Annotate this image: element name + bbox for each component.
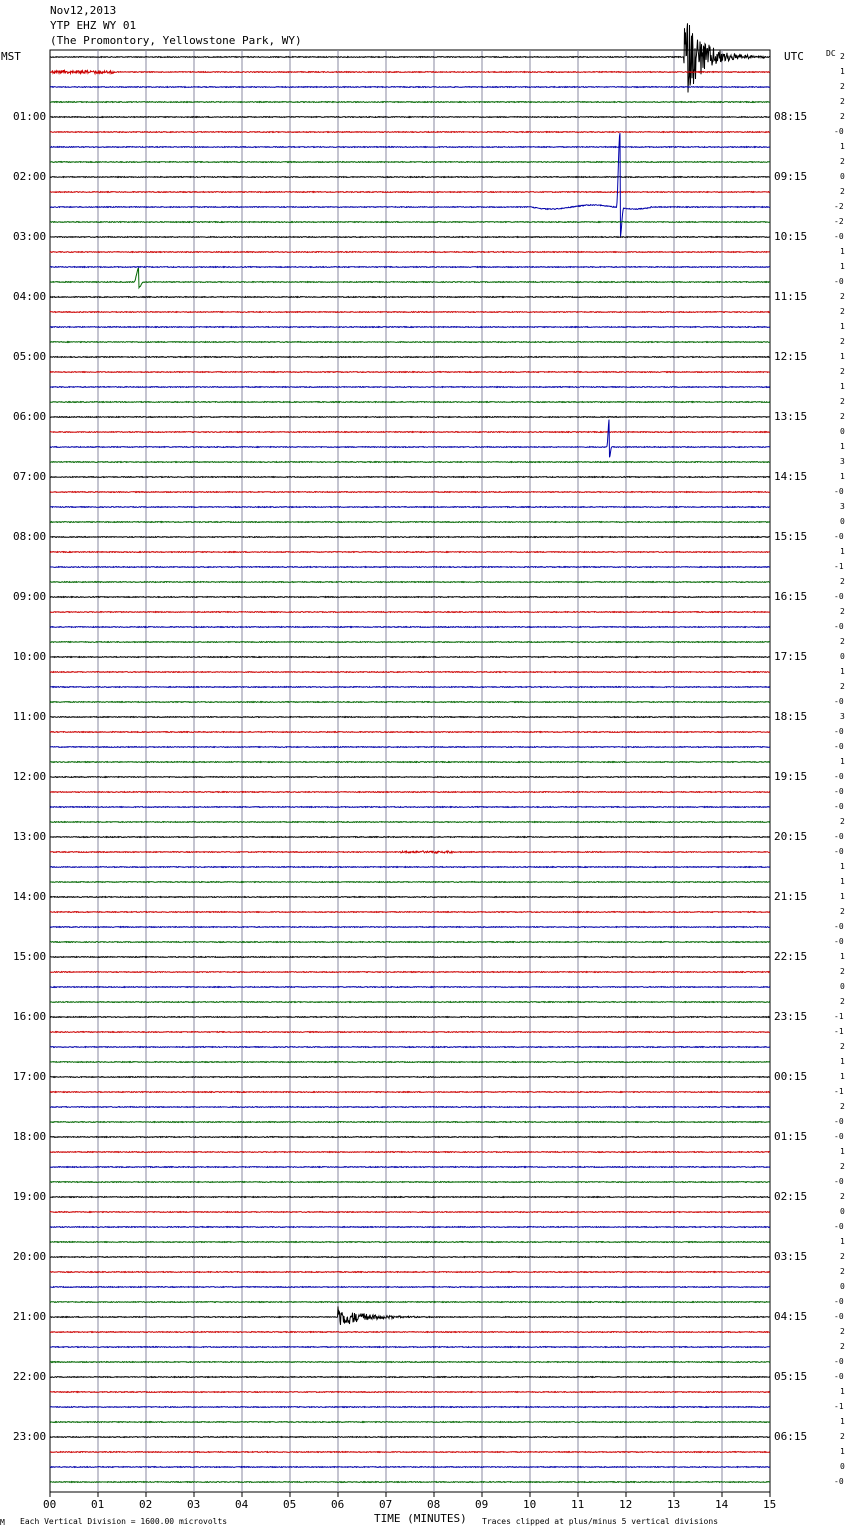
trace-53 (50, 851, 770, 853)
trace-43 (50, 702, 770, 703)
dc-offset-value: -0 (834, 487, 844, 496)
dc-offset-value: 2 (840, 682, 845, 691)
dc-offset-value: 1 (840, 1147, 845, 1156)
corner-mark: M (0, 1518, 5, 1527)
dc-offset-value: -0 (834, 1357, 844, 1366)
dc-offset-value: -1 (834, 1027, 844, 1036)
dc-offset-value: 3 (840, 712, 845, 721)
dc-offset-value: 2 (840, 112, 845, 121)
dc-offset-value: 2 (840, 1162, 845, 1171)
dc-offset-value: -0 (834, 832, 844, 841)
dc-offset-value: 1 (840, 262, 845, 271)
dc-offset-value: 2 (840, 1342, 845, 1351)
trace-7 (50, 162, 770, 163)
trace-91 (50, 1422, 770, 1423)
trace-71 (50, 1122, 770, 1123)
left-hour-label: 01:00 (13, 110, 47, 123)
trace-81 (50, 1272, 770, 1273)
right-hour-label: UTC (784, 50, 804, 63)
right-hour-label: 18:15 (774, 710, 808, 723)
vertical-division-note: Each Vertical Division = 1600.00 microvolts (20, 1517, 228, 1526)
x-tick-label: 12 (619, 1498, 633, 1511)
left-hour-label: 14:00 (13, 890, 47, 903)
trace-36 (50, 597, 770, 598)
trace-18 (50, 327, 770, 328)
dc-offset-value: 2 (840, 1102, 845, 1111)
trace-86 (50, 1347, 770, 1348)
right-hour-label: 03:15 (774, 1250, 808, 1263)
dc-offset-value: 1 (840, 472, 845, 481)
trace-42 (50, 687, 770, 688)
dc-offset-value: 1 (840, 352, 845, 361)
dc-offset-value: 2 (840, 1252, 845, 1261)
trace-34 (50, 567, 770, 568)
dc-offset-value: -0 (834, 1117, 844, 1126)
trace-23 (50, 402, 770, 403)
dc-offset-value: 2 (840, 397, 845, 406)
trace-10 (50, 133, 770, 237)
left-hour-label: 09:00 (13, 590, 47, 603)
x-tick-label: 05 (283, 1498, 297, 1511)
trace-20 (50, 357, 770, 358)
trace-93 (50, 1452, 770, 1453)
trace-39 (50, 642, 770, 643)
trace-25 (50, 432, 770, 433)
left-hour-label: 03:00 (13, 230, 47, 243)
dc-offset-value: 2 (840, 97, 845, 106)
trace-62 (50, 987, 770, 988)
dc-offset-value: -0 (834, 232, 844, 241)
dc-offset-value: 0 (840, 652, 845, 661)
left-timezone-label: MST (1, 50, 21, 63)
right-hour-label: 14:15 (774, 470, 808, 483)
trace-33 (50, 552, 770, 553)
trace-22 (50, 387, 770, 388)
dc-offset-value: 1 (840, 1072, 845, 1081)
trace-5 (50, 132, 770, 133)
dc-offset-value: 0 (840, 172, 845, 181)
trace-87 (50, 1362, 770, 1363)
dc-offset-value: 1 (840, 382, 845, 391)
right-hour-label: 15:15 (774, 530, 808, 543)
dc-offset-value: 2 (840, 967, 845, 976)
trace-79 (50, 1242, 770, 1243)
trace-12 (50, 237, 770, 238)
left-hour-label: 11:00 (13, 710, 47, 723)
dc-offset-value: 2 (840, 82, 845, 91)
trace-83 (50, 1302, 770, 1303)
trace-76 (50, 1197, 770, 1198)
trace-32 (50, 537, 770, 538)
right-hour-label: 16:15 (774, 590, 808, 603)
dc-offset-value: 2 (840, 997, 845, 1006)
left-hour-label: 16:00 (13, 1010, 47, 1023)
right-hour-label: 11:15 (774, 290, 808, 303)
left-hour-label: 19:00 (13, 1190, 47, 1203)
dc-offset-value: -1 (834, 1012, 844, 1021)
trace-30 (50, 507, 770, 508)
left-hour-label: 15:00 (13, 950, 47, 963)
trace-66 (50, 1047, 770, 1048)
trace-75 (50, 1182, 770, 1183)
trace-19 (50, 342, 770, 343)
trace-60 (50, 957, 770, 958)
left-hour-label: 05:00 (13, 350, 47, 363)
dc-offset-value: 1 (840, 322, 845, 331)
trace-27 (50, 462, 770, 463)
trace-14 (50, 267, 770, 268)
x-tick-label: 06 (331, 1498, 345, 1511)
dc-offset-value: 1 (840, 892, 845, 901)
left-hour-label: 04:00 (13, 290, 47, 303)
trace-49 (50, 792, 770, 793)
trace-88 (50, 1377, 770, 1378)
trace-59 (50, 942, 770, 943)
station-location: (The Promontory, Yellowstone Park, WY) (50, 34, 302, 47)
dc-offset-value: 2 (840, 1267, 845, 1276)
trace-55 (50, 882, 770, 883)
left-hour-label: 23:00 (13, 1430, 47, 1443)
dc-offset-value: 1 (840, 877, 845, 886)
left-hour-label: 10:00 (13, 650, 47, 663)
trace-6 (50, 147, 770, 148)
right-hour-label: 05:15 (774, 1370, 808, 1383)
trace-40 (50, 657, 770, 658)
trace-67 (50, 1062, 770, 1063)
trace-64 (50, 1017, 770, 1018)
trace-94 (50, 1467, 770, 1468)
left-hour-label: 20:00 (13, 1250, 47, 1263)
trace-47 (50, 762, 770, 763)
trace-9 (50, 192, 770, 193)
trace-65 (50, 1032, 770, 1033)
dc-offset-value: 2 (840, 367, 845, 376)
dc-offset-value: 1 (840, 1057, 845, 1066)
dc-offset-value: -0 (834, 847, 844, 856)
trace-78 (50, 1227, 770, 1228)
right-hour-label: 00:15 (774, 1070, 808, 1083)
trace-29 (50, 492, 770, 493)
trace-72 (50, 1137, 770, 1138)
trace-58 (50, 927, 770, 928)
right-hour-label: 01:15 (774, 1130, 808, 1143)
x-tick-label: 08 (427, 1498, 441, 1511)
right-hour-label: 12:15 (774, 350, 808, 363)
left-hour-label: 12:00 (13, 770, 47, 783)
left-hour-label: 06:00 (13, 410, 47, 423)
x-tick-label: 07 (379, 1498, 393, 1511)
trace-8 (50, 177, 770, 178)
dc-offset-value: 1 (840, 142, 845, 151)
dc-offset-value: 2 (840, 337, 845, 346)
trace-89 (50, 1392, 770, 1393)
dc-offset-value: 1 (840, 1237, 845, 1246)
dc-offset-value: 0 (840, 1282, 845, 1291)
trace-70 (50, 1107, 770, 1108)
dc-offset-value: -0 (834, 697, 844, 706)
x-tick-label: 09 (475, 1498, 489, 1511)
trace-73 (50, 1152, 770, 1153)
dc-offset-value: 1 (840, 952, 845, 961)
right-hour-label: 17:15 (774, 650, 808, 663)
dc-offset-value: -1 (834, 562, 844, 571)
right-hour-label: 23:15 (774, 1010, 808, 1023)
dc-offset-value: 2 (840, 52, 845, 61)
left-hour-label: 21:00 (13, 1310, 47, 1323)
dc-offset-value: 0 (840, 427, 845, 436)
record-date: Nov12,2013 (50, 4, 117, 17)
left-hour-label: 13:00 (13, 830, 47, 843)
trace-63 (50, 1002, 770, 1003)
trace-2 (50, 87, 770, 88)
dc-offset-value: -2 (834, 217, 844, 226)
trace-41 (50, 672, 770, 673)
right-hour-label: 09:15 (774, 170, 808, 183)
trace-95 (50, 1482, 770, 1483)
left-hour-label: 22:00 (13, 1370, 47, 1383)
dc-offset-value: 2 (840, 157, 845, 166)
trace-46 (50, 747, 770, 748)
x-tick-label: 10 (523, 1498, 537, 1511)
trace-4 (50, 117, 770, 118)
dc-offset-value: 1 (840, 1447, 845, 1456)
trace-1 (50, 70, 770, 74)
x-axis-label: TIME (MINUTES) (374, 1512, 467, 1525)
dc-offset-value: -0 (834, 1372, 844, 1381)
dc-offset-value: 3 (840, 457, 845, 466)
dc-offset-value: 2 (840, 292, 845, 301)
dc-offset-value: 3 (840, 502, 845, 511)
trace-16 (50, 297, 770, 298)
trace-51 (50, 822, 770, 823)
trace-84 (50, 1306, 770, 1325)
trace-52 (50, 837, 770, 838)
trace-3 (50, 102, 770, 103)
right-hour-label: 08:15 (774, 110, 808, 123)
dc-offset-value: 2 (840, 817, 845, 826)
right-hour-label: 02:15 (774, 1190, 808, 1203)
dc-offset-value: -0 (834, 1222, 844, 1231)
dc-offset-value: -1 (834, 1087, 844, 1096)
left-hour-label: 08:00 (13, 530, 47, 543)
dc-offset-value: 1 (840, 1417, 845, 1426)
trace-28 (50, 477, 770, 478)
dc-offset-value: 1 (840, 442, 845, 451)
trace-85 (50, 1332, 770, 1333)
trace-57 (50, 912, 770, 913)
right-hour-label: 06:15 (774, 1430, 808, 1443)
dc-offset-value: -0 (834, 1312, 844, 1321)
dc-offset-value: 0 (840, 1207, 845, 1216)
x-tick-label: 01 (91, 1498, 105, 1511)
dc-offset-value: 0 (840, 982, 845, 991)
right-hour-label: 20:15 (774, 830, 808, 843)
trace-74 (50, 1167, 770, 1168)
dc-offset-value: 0 (840, 1462, 845, 1471)
trace-44 (50, 717, 770, 718)
trace-17 (50, 312, 770, 313)
dc-offset-value: 2 (840, 907, 845, 916)
dc-offset-value: -0 (834, 277, 844, 286)
right-hour-label: 10:15 (774, 230, 808, 243)
left-hour-label: 07:00 (13, 470, 47, 483)
dc-offset-value: -0 (834, 787, 844, 796)
dc-offset-value: 2 (840, 187, 845, 196)
dc-offset-value: 1 (840, 757, 845, 766)
x-tick-label: 03 (187, 1498, 201, 1511)
dc-offset-value: -0 (834, 1132, 844, 1141)
x-tick-label: 13 (667, 1498, 681, 1511)
trace-11 (50, 222, 770, 223)
trace-13 (50, 252, 770, 253)
dc-offset-value: 2 (840, 412, 845, 421)
trace-92 (50, 1437, 770, 1438)
dc-offset-value: 2 (840, 637, 845, 646)
dc-offset-header: DC (826, 49, 836, 58)
station-code: YTP EHZ WY 01 (50, 19, 137, 32)
dc-offset-value: 1 (840, 667, 845, 676)
x-tick-label: 04 (235, 1498, 249, 1511)
dc-offset-value: -0 (834, 1177, 844, 1186)
trace-15 (50, 269, 770, 288)
right-hour-label: 13:15 (774, 410, 808, 423)
trace-80 (50, 1257, 770, 1258)
trace-54 (50, 867, 770, 868)
dc-offset-value: -0 (834, 532, 844, 541)
x-tick-label: 11 (571, 1498, 585, 1511)
trace-31 (50, 522, 770, 523)
dc-offset-value: 1 (840, 67, 845, 76)
dc-offset-value: 2 (840, 1192, 845, 1201)
x-tick-label: 14 (715, 1498, 729, 1511)
right-hour-label: 21:15 (774, 890, 808, 903)
dc-offset-value: 2 (840, 1432, 845, 1441)
trace-48 (50, 777, 770, 778)
trace-61 (50, 972, 770, 973)
trace-69 (50, 1092, 770, 1093)
dc-offset-value: 2 (840, 577, 845, 586)
trace-50 (50, 807, 770, 808)
dc-offset-value: -0 (834, 592, 844, 601)
trace-24 (50, 417, 770, 418)
trace-90 (50, 1407, 770, 1408)
trace-26 (50, 420, 770, 458)
trace-82 (50, 1287, 770, 1288)
dc-offset-value: -0 (834, 127, 844, 136)
trace-35 (50, 582, 770, 583)
dc-offset-value: 2 (840, 1327, 845, 1336)
dc-offset-value: -0 (834, 802, 844, 811)
dc-offset-value: -0 (834, 742, 844, 751)
dc-offset-value: 1 (840, 547, 845, 556)
dc-offset-value: -0 (834, 1297, 844, 1306)
dc-offset-value: 1 (840, 247, 845, 256)
trace-37 (50, 612, 770, 613)
left-hour-label: 18:00 (13, 1130, 47, 1143)
dc-offset-value: -0 (834, 937, 844, 946)
trace-56 (50, 897, 770, 898)
right-hour-label: 19:15 (774, 770, 808, 783)
dc-offset-value: 2 (840, 307, 845, 316)
trace-77 (50, 1212, 770, 1213)
dc-offset-value: 2 (840, 607, 845, 616)
dc-offset-value: -0 (834, 922, 844, 931)
dc-offset-value: -0 (834, 622, 844, 631)
x-tick-label: 00 (43, 1498, 57, 1511)
dc-offset-value: -0 (834, 772, 844, 781)
left-hour-label: 02:00 (13, 170, 47, 183)
dc-offset-value: -0 (834, 727, 844, 736)
dc-offset-value: 0 (840, 517, 845, 526)
trace-45 (50, 732, 770, 733)
clip-note: Traces clipped at plus/minus 5 vertical divisions (482, 1517, 719, 1526)
dc-offset-value: 1 (840, 1387, 845, 1396)
left-hour-label: 17:00 (13, 1070, 47, 1083)
dc-offset-value: -0 (834, 1477, 844, 1486)
trace-21 (50, 372, 770, 373)
right-hour-label: 22:15 (774, 950, 808, 963)
trace-38 (50, 627, 770, 628)
x-tick-label: 02 (139, 1498, 153, 1511)
dc-offset-value: 1 (840, 862, 845, 871)
right-hour-label: 04:15 (774, 1310, 808, 1323)
x-tick-label: 15 (763, 1498, 777, 1511)
dc-offset-value: 2 (840, 1042, 845, 1051)
trace-68 (50, 1077, 770, 1078)
dc-offset-value: -2 (834, 202, 844, 211)
dc-offset-value: -1 (834, 1402, 844, 1411)
